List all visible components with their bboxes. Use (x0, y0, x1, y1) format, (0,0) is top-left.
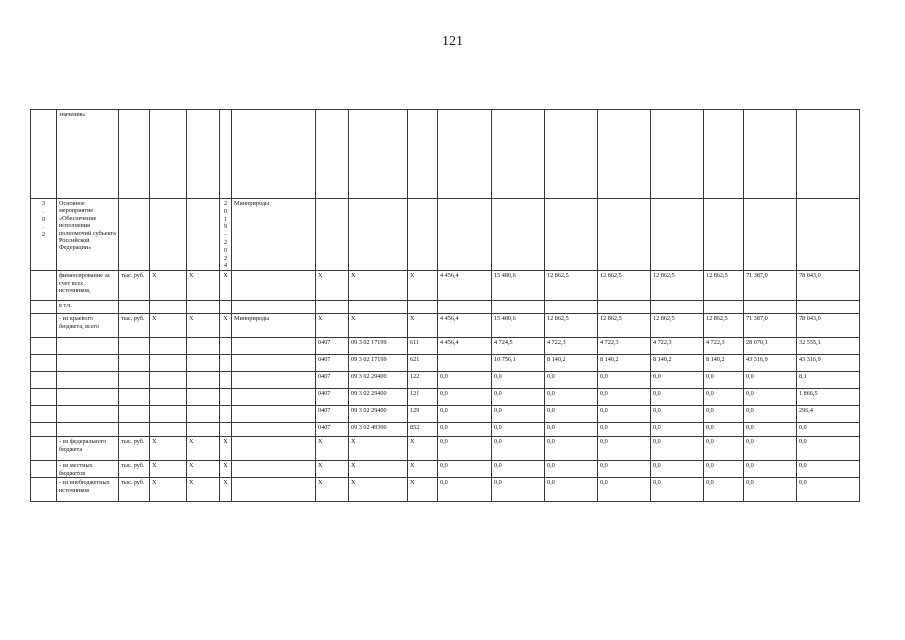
table-cell: 0,0 (492, 389, 545, 406)
table-cell (57, 338, 119, 355)
table-cell: 129 (408, 406, 438, 423)
table-cell: X (150, 314, 187, 338)
table-cell: X (220, 271, 232, 301)
table-cell: 12 862,5 (704, 271, 744, 301)
table-cell (545, 301, 598, 314)
table-cell (408, 110, 438, 199)
table-cell: 0,0 (651, 423, 704, 437)
table-row (31, 406, 860, 423)
table-cell (57, 355, 119, 372)
table-cell (797, 110, 860, 199)
table-cell (232, 301, 316, 314)
table-cell: 12 862,5 (651, 314, 704, 338)
table-cell: 4 724,5 (492, 338, 545, 355)
table-cell: 0407 (316, 355, 349, 372)
table-cell: тыс. руб. (119, 437, 150, 461)
table-cell (150, 389, 187, 406)
table-cell (31, 301, 57, 314)
table-cell: 0,0 (704, 423, 744, 437)
table-cell (119, 338, 150, 355)
table-cell: 0,0 (797, 478, 860, 502)
table-cell (31, 199, 57, 271)
table-row (31, 478, 860, 502)
table-cell: 4 722,3 (704, 338, 744, 355)
table-cell: 0,0 (438, 478, 492, 502)
table-cell: X (220, 478, 232, 502)
table-cell (31, 271, 57, 301)
table-cell: 0,0 (598, 389, 651, 406)
table-row (31, 110, 860, 199)
table-cell: 4 456,4 (438, 338, 492, 355)
table-cell: 10 756,1 (492, 355, 545, 372)
table-cell: 0,0 (704, 437, 744, 461)
table-cell (220, 423, 232, 437)
table-row (31, 314, 860, 338)
table-row (31, 199, 860, 271)
table-cell (187, 110, 220, 199)
table-cell (349, 199, 408, 271)
table-cell (545, 199, 598, 271)
table-cell: 0,0 (492, 437, 545, 461)
table-cell: X (316, 437, 349, 461)
table-cell (31, 389, 57, 406)
table-row (31, 437, 860, 461)
table-cell (232, 372, 316, 389)
table-cell: 0,0 (598, 406, 651, 423)
table-cell: 4 456,4 (438, 271, 492, 301)
table-cell: X (408, 478, 438, 502)
table-cell: X (150, 437, 187, 461)
table-cell: 28 070,1 (744, 338, 797, 355)
table-cell: 78 043,0 (797, 314, 860, 338)
table-cell (408, 199, 438, 271)
table-cell (31, 372, 57, 389)
table-cell: 0,0 (704, 389, 744, 406)
page-number: 121 (442, 34, 463, 49)
table-cell: - из местных бюджетов (57, 461, 119, 478)
table-cell (349, 110, 408, 199)
table-cell: X (187, 437, 220, 461)
table-cell: 0,0 (744, 478, 797, 502)
table-cell: 0,0 (545, 372, 598, 389)
table-cell: 12 862,5 (598, 271, 651, 301)
table-cell: X (349, 271, 408, 301)
table-cell (150, 355, 187, 372)
table-cell: 8 140,2 (545, 355, 598, 372)
table-cell: тыс. руб. (119, 461, 150, 478)
table-cell: 09 3 02 29400 (349, 372, 408, 389)
table-cell (119, 406, 150, 423)
table-cell: 78 043,0 (797, 271, 860, 301)
table-cell (150, 110, 187, 199)
table-cell: 0,0 (598, 478, 651, 502)
table-cell: 8 140,2 (651, 355, 704, 372)
table-cell: 0,0 (744, 389, 797, 406)
table-cell (438, 199, 492, 271)
table-cell: 15 480,6 (492, 314, 545, 338)
table-cell: 0,0 (598, 437, 651, 461)
table-cell: X (316, 314, 349, 338)
table-cell: 4 722,3 (651, 338, 704, 355)
table-cell: 0,0 (744, 437, 797, 461)
table-row (31, 338, 860, 355)
table-cell: - из внебюджетных источников (57, 478, 119, 502)
table-cell (57, 372, 119, 389)
table-cell: 0407 (316, 406, 349, 423)
table-cell: 0,0 (492, 478, 545, 502)
table-cell (598, 199, 651, 271)
table-cell: 0,0 (438, 406, 492, 423)
table-cell: 12 862,5 (545, 314, 598, 338)
table-cell (119, 301, 150, 314)
table-cell (704, 199, 744, 271)
table-cell: X (316, 478, 349, 502)
table-cell: 296,4 (797, 406, 860, 423)
table-cell: X (220, 461, 232, 478)
table-cell (704, 301, 744, 314)
table-cell (31, 110, 57, 199)
table-cell: 0,0 (545, 423, 598, 437)
table-cell: X (408, 314, 438, 338)
table-cell (31, 478, 57, 502)
table-cell (119, 423, 150, 437)
table-cell: X (187, 478, 220, 502)
table-cell (31, 355, 57, 372)
table-cell: - из федерального бюджета (57, 437, 119, 461)
table-cell: X (408, 461, 438, 478)
table-cell: 0,0 (651, 372, 704, 389)
table-cell: 12 862,5 (545, 271, 598, 301)
table-cell (744, 199, 797, 271)
table-cell: 0,0 (744, 423, 797, 437)
table-cell (316, 301, 349, 314)
table-cell (220, 389, 232, 406)
table-cell (316, 199, 349, 271)
table-cell (492, 301, 545, 314)
table-cell (220, 406, 232, 423)
table-cell (220, 355, 232, 372)
table-cell: 0,0 (438, 389, 492, 406)
table-cell: X (349, 314, 408, 338)
table-cell: X (187, 461, 220, 478)
table-cell (232, 110, 316, 199)
table-cell: 0,0 (797, 437, 860, 461)
table-cell: X (316, 271, 349, 301)
table-cell (150, 338, 187, 355)
table-cell (232, 406, 316, 423)
table-cell: - из краевого бюджета, всего (57, 314, 119, 338)
table-cell: 0,0 (704, 461, 744, 478)
table-cell (545, 110, 598, 199)
table-cell (232, 423, 316, 437)
table-cell: 09 3 02 17199 (349, 355, 408, 372)
table-cell: 0407 (316, 423, 349, 437)
table-cell (232, 355, 316, 372)
table-cell (31, 406, 57, 423)
table-cell: 0,0 (438, 437, 492, 461)
table-cell: 0,0 (704, 478, 744, 502)
table-cell: Основное мероприятие «Обеспечение исполнения полномочий субъекта Российской Федерации» (57, 199, 119, 271)
table-cell: 0407 (316, 372, 349, 389)
table-cell (492, 110, 545, 199)
table-cell: 0,0 (492, 461, 545, 478)
table-cell: 0,0 (651, 478, 704, 502)
table-cell: 4 722,3 (598, 338, 651, 355)
table-cell: 71 387,0 (744, 271, 797, 301)
table-cell: 0,0 (704, 406, 744, 423)
table-cell (31, 461, 57, 478)
table-cell (150, 406, 187, 423)
table-cell (651, 199, 704, 271)
table-cell (598, 301, 651, 314)
table-cell: 0,0 (651, 461, 704, 478)
table-row (31, 372, 860, 389)
table-cell (797, 199, 860, 271)
table-cell: 0,0 (492, 406, 545, 423)
table-cell: X (349, 437, 408, 461)
table-cell: тыс. руб. (119, 271, 150, 301)
table-cell (349, 301, 408, 314)
budget-table (30, 109, 860, 502)
table-cell (598, 110, 651, 199)
table-cell (220, 199, 232, 271)
table-row (31, 461, 860, 478)
table-cell: 09 3 02 29400 (349, 406, 408, 423)
table-cell (220, 110, 232, 199)
table-cell: X (150, 478, 187, 502)
table-cell (651, 301, 704, 314)
table-cell: Минприроды (232, 314, 316, 338)
table-cell: X (187, 271, 220, 301)
table-cell: значения» (57, 110, 119, 199)
table-cell (31, 423, 57, 437)
table-row (31, 301, 860, 314)
table-cell (232, 271, 316, 301)
table-cell (704, 110, 744, 199)
table-cell: 43 316,9 (744, 355, 797, 372)
table-cell: 0,0 (797, 423, 860, 437)
table-cell (232, 478, 316, 502)
table-cell (31, 314, 57, 338)
table-cell: 121 (408, 389, 438, 406)
table-cell (119, 199, 150, 271)
table-cell: тыс. руб. (119, 478, 150, 502)
table-cell: 0,0 (651, 406, 704, 423)
table-cell: 09 3 02 17199 (349, 338, 408, 355)
table-cell: 0407 (316, 338, 349, 355)
table-cell (31, 437, 57, 461)
table-cell: 0,0 (438, 461, 492, 478)
table-cell: X (187, 314, 220, 338)
table-cell (187, 301, 220, 314)
table-cell: 0,0 (438, 372, 492, 389)
table-cell: 43 316,9 (797, 355, 860, 372)
table-cell (232, 461, 316, 478)
table-cell (232, 338, 316, 355)
table-cell: 0,0 (545, 389, 598, 406)
table-cell (438, 301, 492, 314)
table-cell (119, 110, 150, 199)
table-cell (187, 338, 220, 355)
table-cell (187, 389, 220, 406)
table-cell (316, 110, 349, 199)
table-cell: 0,0 (651, 437, 704, 461)
table-cell (232, 389, 316, 406)
table-cell: 0,0 (744, 406, 797, 423)
vertical-text: 3 . 0 . 2 (41, 200, 46, 239)
table-cell: 0,0 (651, 389, 704, 406)
table-cell: 0,0 (492, 372, 545, 389)
table-cell (408, 301, 438, 314)
table-cell: X (150, 461, 187, 478)
table-cell: 0,0 (797, 461, 860, 478)
table-cell: 12 862,5 (704, 314, 744, 338)
table-cell: в т.ч. (57, 301, 119, 314)
table-cell (438, 355, 492, 372)
table-cell (744, 110, 797, 199)
table-cell: 0,0 (545, 461, 598, 478)
table-cell: 32 555,1 (797, 338, 860, 355)
table-row (31, 423, 860, 437)
table-cell: 1 866,5 (797, 389, 860, 406)
table-row (31, 389, 860, 406)
table-cell: 0,0 (744, 372, 797, 389)
table-cell: 8,1 (797, 372, 860, 389)
table-cell (31, 338, 57, 355)
table-cell (57, 389, 119, 406)
table-cell: 0,0 (545, 437, 598, 461)
table-cell (220, 301, 232, 314)
table-cell: 122 (408, 372, 438, 389)
table-cell: 852 (408, 423, 438, 437)
table-cell: X (220, 437, 232, 461)
table-cell (492, 199, 545, 271)
table-cell: 8 140,2 (704, 355, 744, 372)
table-cell: X (316, 461, 349, 478)
table-cell: X (220, 314, 232, 338)
table-cell: 0,0 (545, 478, 598, 502)
table-row (31, 271, 860, 301)
table-cell (187, 199, 220, 271)
table-cell (119, 389, 150, 406)
table-cell (57, 406, 119, 423)
table-cell (57, 423, 119, 437)
table-cell (119, 372, 150, 389)
table-cell: 0,0 (598, 423, 651, 437)
table-cell: 0,0 (704, 372, 744, 389)
table-cell: X (408, 271, 438, 301)
table-cell: 8 140,2 (598, 355, 651, 372)
table-cell: 0,0 (545, 406, 598, 423)
table-cell (119, 355, 150, 372)
table-cell: 12 862,5 (598, 314, 651, 338)
table-cell (651, 110, 704, 199)
table-cell: X (150, 271, 187, 301)
table-row (31, 355, 860, 372)
table-cell: 09 3 02 29400 (349, 389, 408, 406)
table-cell (150, 199, 187, 271)
table-cell: 0,0 (744, 461, 797, 478)
table-cell: 0,0 (438, 423, 492, 437)
table-cell (797, 301, 860, 314)
table-cell: 0,0 (598, 372, 651, 389)
table-cell: тыс. руб. (119, 314, 150, 338)
table-cell: 4 722,3 (545, 338, 598, 355)
table-cell: 621 (408, 355, 438, 372)
table-cell (187, 372, 220, 389)
table-cell (187, 355, 220, 372)
table-cell: Минприроды (232, 199, 316, 271)
table-cell: 0,0 (492, 423, 545, 437)
table-cell (220, 372, 232, 389)
table-cell (150, 372, 187, 389)
table-cell (438, 110, 492, 199)
table-cell: X (408, 437, 438, 461)
table-cell: 0407 (316, 389, 349, 406)
table-cell: 71 387,0 (744, 314, 797, 338)
table-cell: X (349, 478, 408, 502)
table-cell (187, 423, 220, 437)
table-cell: 4 456,4 (438, 314, 492, 338)
table-cell: 15 480,6 (492, 271, 545, 301)
table-cell: 0,0 (598, 461, 651, 478)
table-cell: 611 (408, 338, 438, 355)
table-cell (150, 423, 187, 437)
table-cell (744, 301, 797, 314)
table-cell: 09 3 02 49300 (349, 423, 408, 437)
vertical-text: 2 0 1 9 - 2 0 2 4 (223, 200, 228, 270)
table-cell (150, 301, 187, 314)
table-cell: финансирование за счет всех источников, (57, 271, 119, 301)
table-cell: 12 862,5 (651, 271, 704, 301)
table-cell (187, 406, 220, 423)
table-cell (220, 338, 232, 355)
table-cell (232, 437, 316, 461)
table-cell: X (349, 461, 408, 478)
